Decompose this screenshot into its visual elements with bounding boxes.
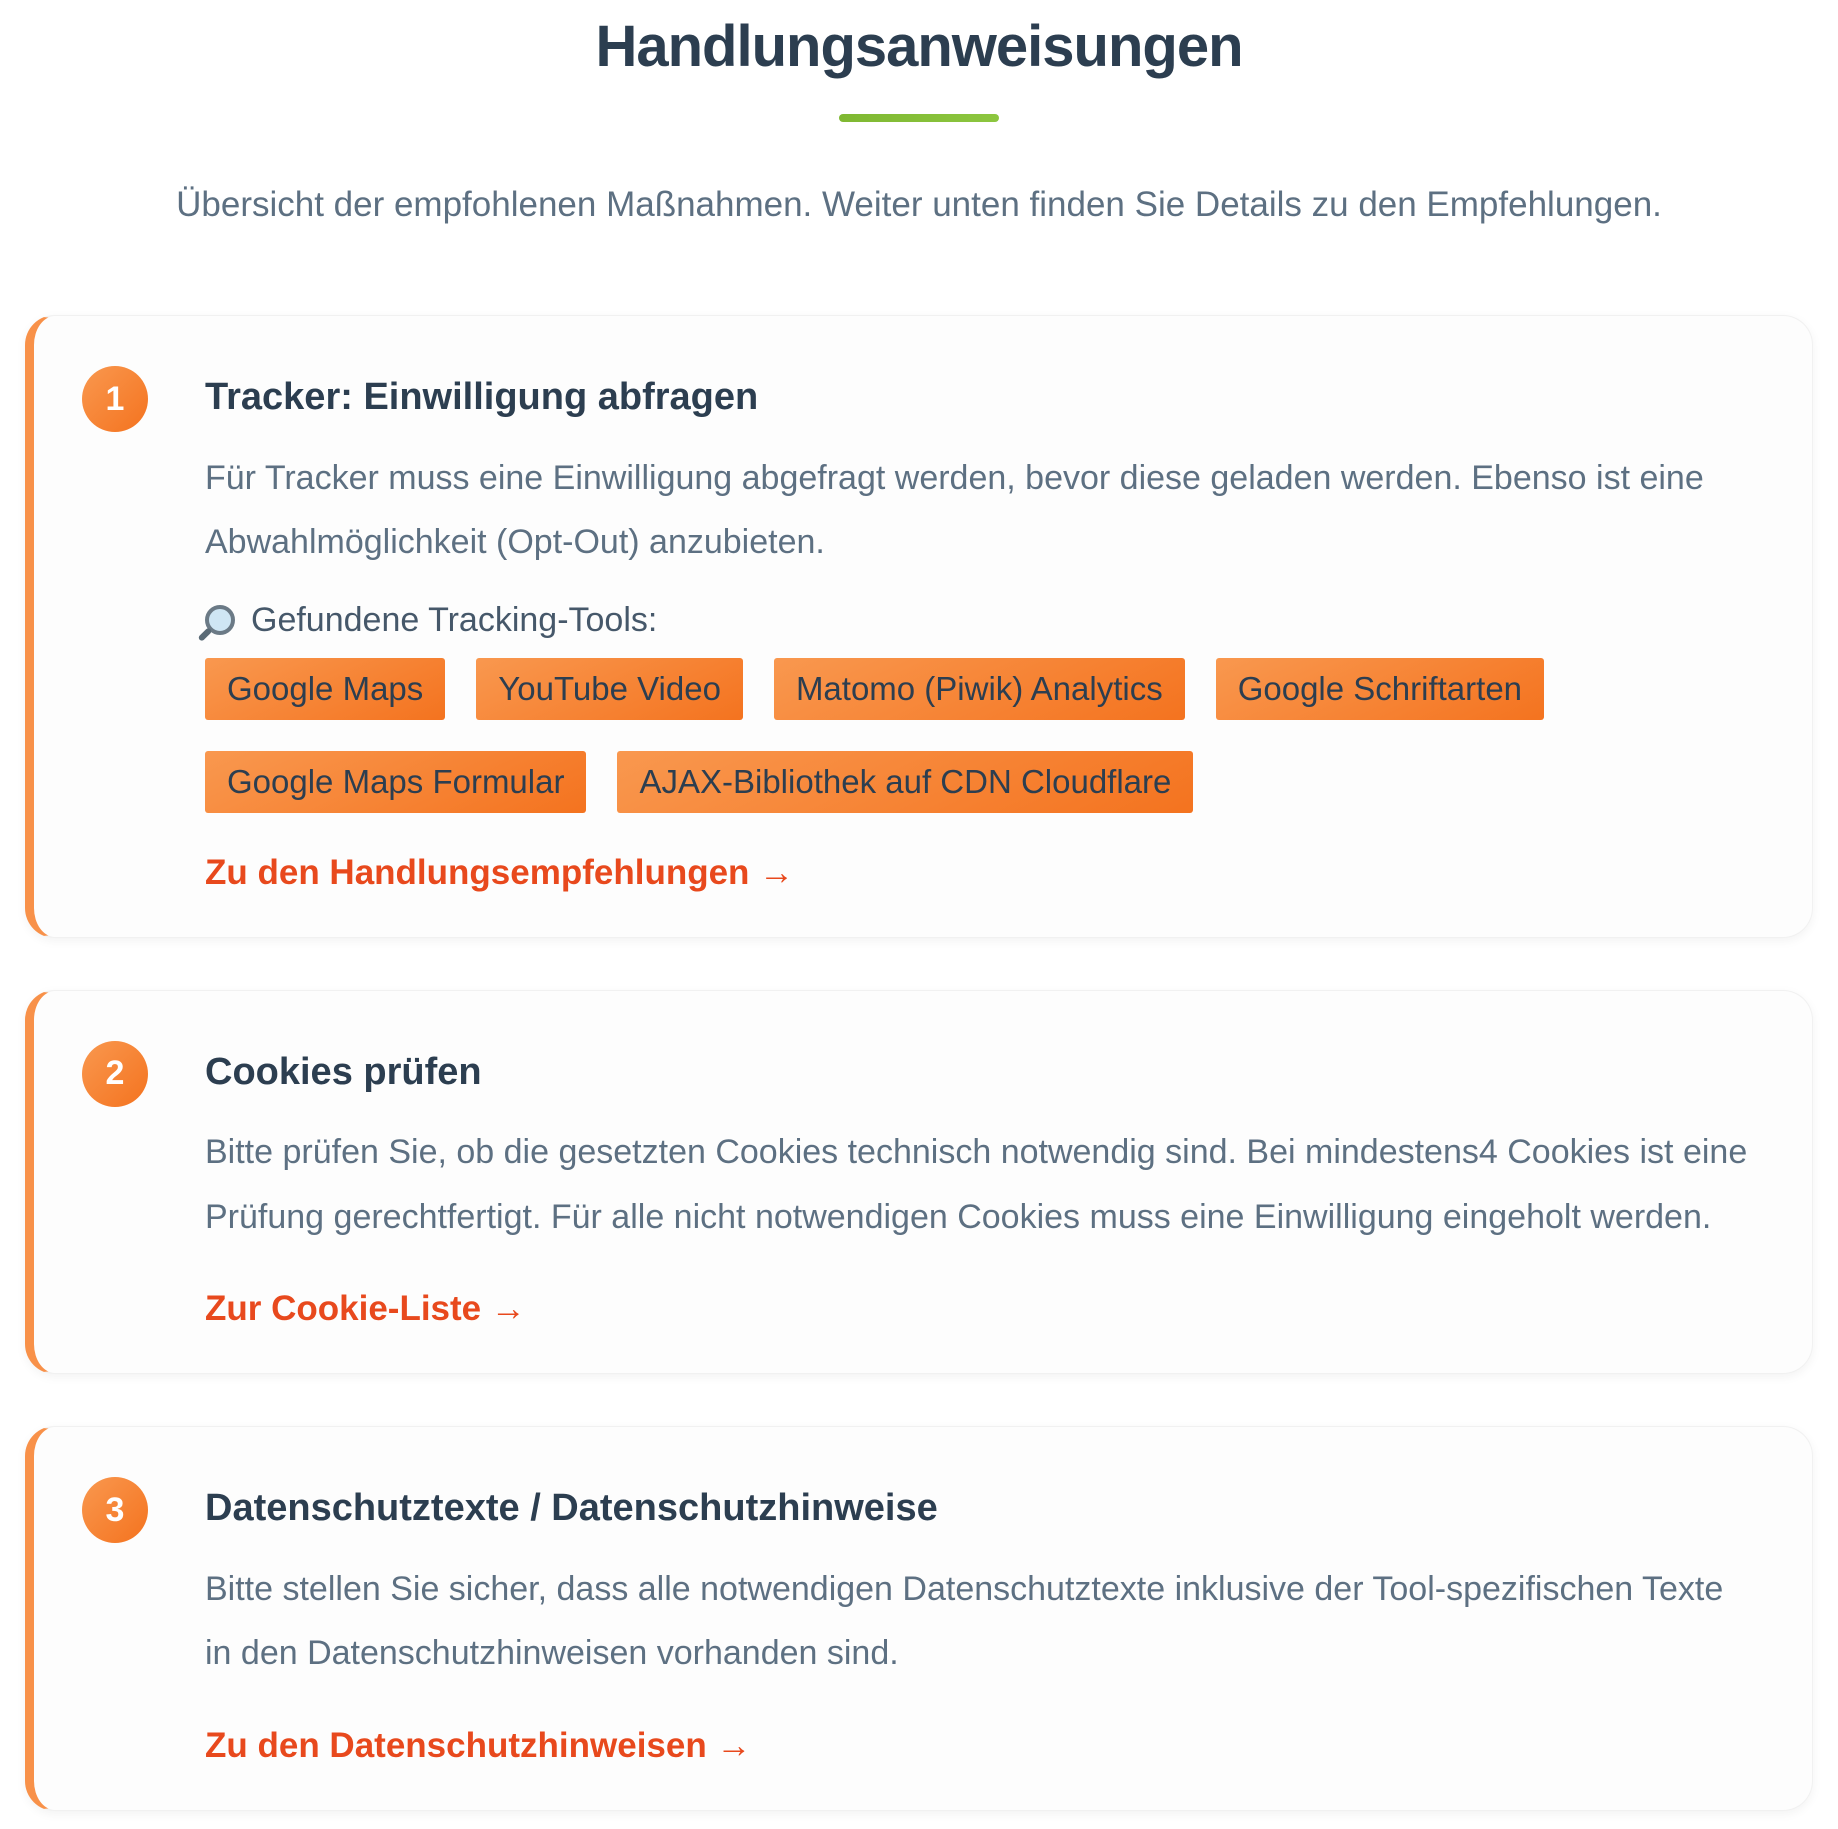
card-description: Bitte prüfen Sie, ob die gesetzten Cookies technisch notwendig sind. Bei mindestens4 Cookies ist eine Prüfung gerechtfertigt. Für alle nicht notwendigen Cookies muss eine Einwilligung eingeholt werden. [205,1133,1748,1236]
tracking-tool-tag: Matomo (Piwik) Analytics [774,658,1185,720]
instruction-card-cookies [25,990,1813,1375]
magnifier-icon [205,605,235,635]
page-header [0,0,1838,227]
link-cookie-liste[interactable]: Zur Cookie-Liste → [205,1289,526,1329]
tracking-tool-tag: AJAX-Bibliothek auf CDN Cloudflare [617,751,1193,813]
card-description: Bitte stellen Sie sicher, dass alle notwendigen Datenschutztexte inklusive der Tool-spezifischen Texte in den Datenschutzhinweisen vorhanden sind. [205,1569,1724,1673]
card-title: Cookies prüfen [205,1050,482,1093]
card-description: Für Tracker muss eine Einwilligung abgefragt werden, bevor diese geladen werden. Ebenso ist eine Abwahlmöglichkeit (Opt-Out) anzubieten. [205,458,1704,562]
card-title: Tracker: Einwilligung abfragen [205,376,759,419]
tracking-tool-tag: Google Maps Formular [205,751,586,813]
page-subtitle: Übersicht der empfohlenen Maßnahmen. Weiter unten finden Sie Details zu den Empfehlungen. [176,184,1662,224]
instruction-card-datenschutz [25,1426,1813,1811]
tracking-tool-tag: Google Schriftarten [1216,658,1544,720]
step-number-badge: 2 [82,1041,148,1107]
instruction-card-tracker [25,315,1813,938]
card-title: Datenschutztexte / Datenschutzhinweise [205,1487,938,1530]
instruction-cards-list [25,315,1813,1811]
tracking-tool-tags [205,658,1756,813]
tracking-tool-tag: YouTube Video [476,658,743,720]
link-datenschutzhinweise[interactable]: Zu den Datenschutzhinweisen → [205,1726,752,1766]
title-divider [839,114,999,122]
tracking-tool-tag: Google Maps [205,658,445,720]
step-number-badge: 3 [82,1477,148,1543]
tracking-tools-row [205,601,1756,640]
page-title: Handlungsanweisungen [595,14,1243,79]
step-number-badge: 1 [82,366,148,432]
tracking-tools-label: Gefundene Tracking-Tools: [251,600,658,639]
link-handlungsempfehlungen[interactable]: Zu den Handlungsempfehlungen → [205,852,795,892]
